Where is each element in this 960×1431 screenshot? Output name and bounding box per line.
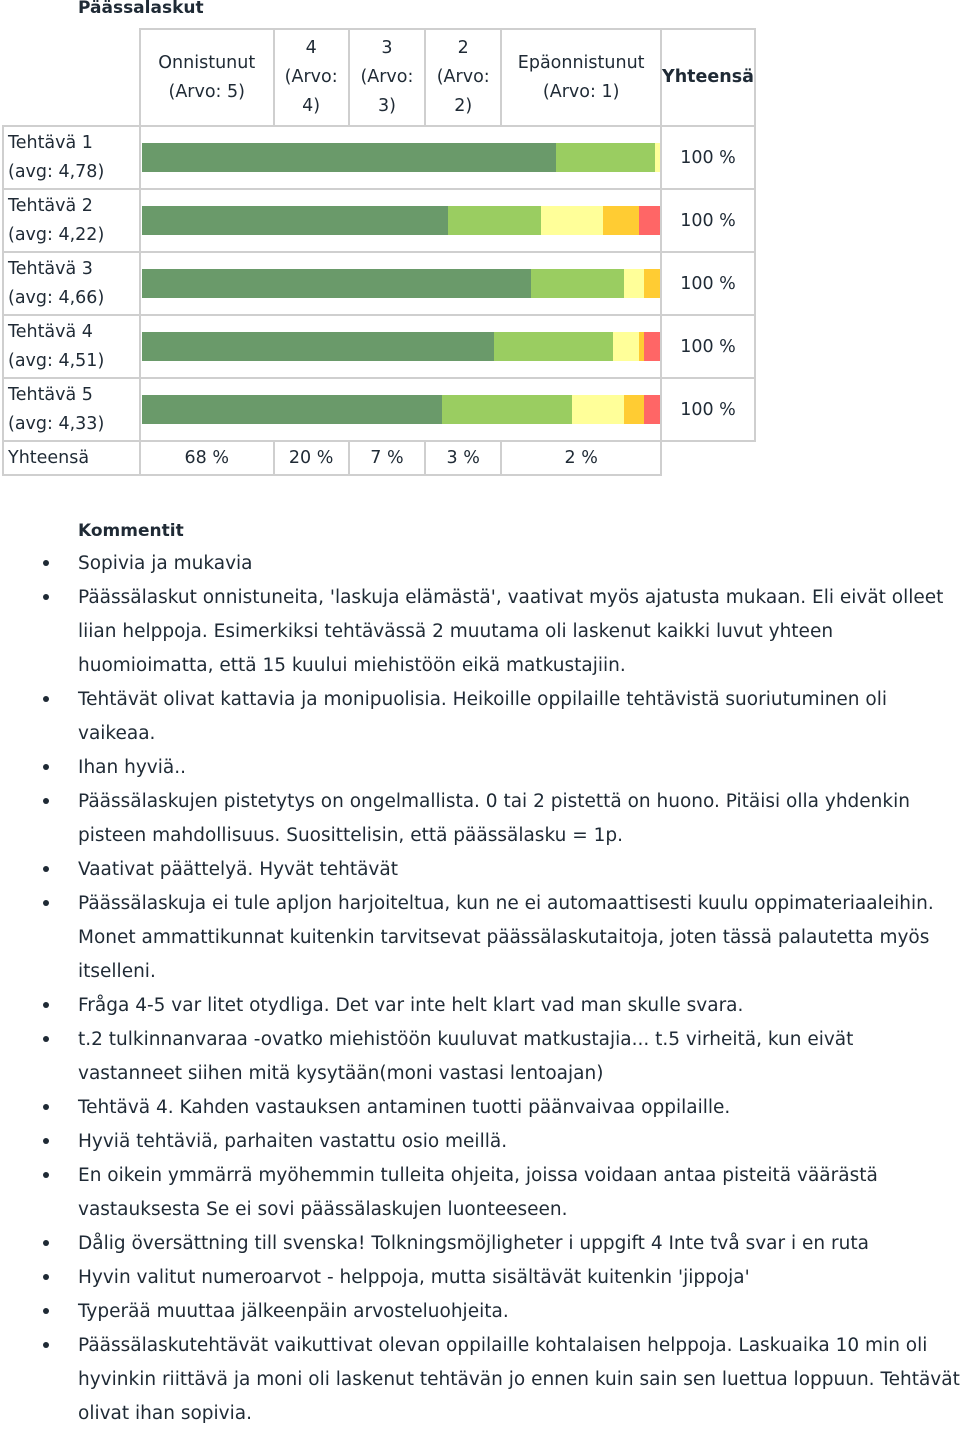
table-row [3, 252, 755, 315]
bar-segment [556, 143, 654, 172]
column-header-value: 4) [302, 96, 321, 116]
bullet-icon [43, 1240, 49, 1246]
comment-text: Tehtävät olivat kattavia ja monipuolisia. Heikoille oppilaille tehtävistä suoriutuminen oli vaikeaa. [78, 689, 888, 744]
table-row [3, 378, 755, 441]
bar-segment [142, 332, 494, 361]
comment-item [0, 1261, 960, 1295]
column-header-value: (Arvo: [436, 67, 490, 87]
bar-segment [639, 206, 660, 235]
empty-corner-cell [3, 29, 140, 126]
task-average: (avg: 4,66) [8, 287, 105, 308]
comment-text: Sopivia ja mukavia [78, 553, 253, 574]
row-total: 100 % [661, 189, 755, 252]
bar-cell [140, 189, 661, 252]
bar-segment [142, 206, 448, 235]
comment-item [0, 1023, 960, 1091]
bullet-icon [43, 1138, 49, 1144]
bar-segment [655, 143, 660, 172]
bullet-icon [43, 1342, 49, 1348]
bullet-icon [43, 1308, 49, 1314]
stacked-bar [142, 269, 660, 298]
comment-text: Päässälaskuja ei tule apljon harjoiteltua, kun ne ei automaattisesti kuulu oppimateriaaleihin. Monet ammattikunnat kuitenkin tarvitsevat päässälaskutaitoja, joten tässä palautetta myös itselleni. [78, 893, 934, 982]
bar-segment [442, 395, 572, 424]
comment-item [0, 1091, 960, 1125]
comments-list [0, 547, 960, 1431]
total-row [3, 441, 755, 475]
column-header-onnistunut [140, 29, 274, 126]
table-row [3, 189, 755, 252]
column-header-3 [349, 29, 425, 126]
bullet-icon [43, 1172, 49, 1178]
bar-segment [142, 395, 442, 424]
stacked-bar [142, 332, 660, 361]
bar-segment [644, 395, 660, 424]
column-header-label: 3 [381, 38, 393, 58]
row-total: 100 % [661, 378, 755, 441]
bullet-icon [43, 1274, 49, 1280]
comment-text: Päässälaskutehtävät vaikuttivat olevan oppilaille kohtalaisen helppoja. Laskuaika 10 min oli hyvinkin riittävä ja moni oli laskenut tehtävän jo ennen kuin sain sen luettua loppuun. Tehtävät olivat ihan sopivia. [78, 1335, 960, 1424]
bullet-icon [43, 1002, 49, 1008]
column-header-4 [274, 29, 349, 126]
empty-cell [661, 441, 755, 475]
bullet-icon [43, 696, 49, 702]
task-average: (avg: 4,33) [8, 413, 105, 434]
bar-cell [140, 315, 661, 378]
task-name: Tehtävä 3 [8, 258, 93, 279]
total-value: 3 % [425, 441, 501, 475]
bar-segment [624, 395, 645, 424]
comment-item [0, 751, 960, 785]
bar-segment [541, 206, 603, 235]
bullet-icon [43, 1036, 49, 1042]
row-total: 100 % [661, 126, 755, 189]
column-header-total: Yhteensä [661, 29, 755, 126]
comment-text: Hyviä tehtäviä, parhaiten vastattu osio meillä. [78, 1131, 508, 1152]
bar-segment [624, 269, 645, 298]
bar-segment [448, 206, 541, 235]
comment-text: t.2 tulkinnanvaraa -ovatko miehistöön kuuluvat matkustajia... t.5 virheitä, kun eivät vastanneet siihen mitä kysytään(moni vastasi lentoajan) [78, 1029, 854, 1084]
bar-segment [644, 269, 660, 298]
total-value: 7 % [349, 441, 425, 475]
bar-segment [613, 332, 639, 361]
bar-segment [142, 143, 556, 172]
task-average: (avg: 4,22) [8, 224, 105, 245]
bar-segment [603, 206, 639, 235]
row-total: 100 % [661, 252, 755, 315]
total-value: 2 % [501, 441, 661, 475]
stacked-bar [142, 395, 660, 424]
total-value: 20 % [274, 441, 349, 475]
table-row [3, 315, 755, 378]
header-row [3, 29, 755, 126]
bullet-icon [43, 900, 49, 906]
column-header-value: (Arvo: 5) [168, 81, 245, 102]
comment-text: Päässälaskut onnistuneita, 'laskuja elämästä', vaativat myös ajatusta mukaan. Eli eivät olleet liian helppoja. Esimerkiksi tehtävässä 2 muutama oli laskenut kaikki luvut yhteen huomioimatta, että 15 kuului miehistöön eikä matkustajiin. [78, 587, 944, 676]
task-name: Tehtävä 4 [8, 321, 93, 342]
comment-text: Ihan hyviä.. [78, 757, 186, 778]
comments-title: Kommentit [78, 521, 184, 541]
comment-item [0, 887, 960, 989]
comment-item [0, 1159, 960, 1227]
row-label [3, 126, 140, 189]
task-name: Tehtävä 1 [8, 132, 93, 153]
comment-item [0, 547, 960, 581]
comment-item [0, 785, 960, 853]
column-header-2 [425, 29, 501, 126]
bar-cell [140, 378, 661, 441]
comment-text: Päässälaskujen pistetytys on ongelmallista. 0 tai 2 pistettä on huono. Pitäisi olla yhdenkin pisteen mahdollisuus. Suosittelisin, että päässälasku = 1p. [78, 791, 910, 846]
row-total: 100 % [661, 315, 755, 378]
column-header-label: Onnistunut [158, 52, 256, 73]
stacked-bar [142, 206, 660, 235]
bullet-icon [43, 594, 49, 600]
column-header-label: 2 [457, 38, 469, 58]
bullet-icon [43, 764, 49, 770]
total-row-label: Yhteensä [3, 441, 140, 475]
bullet-icon [43, 1104, 49, 1110]
bar-segment [644, 332, 660, 361]
total-value: 68 % [140, 441, 274, 475]
comment-item [0, 1227, 960, 1261]
row-label [3, 378, 140, 441]
task-average: (avg: 4,51) [8, 350, 105, 371]
comment-item [0, 853, 960, 887]
comment-text: Typerää muuttaa jälkeenpäin arvosteluohjeita. [78, 1301, 509, 1322]
row-label [3, 189, 140, 252]
bar-segment [572, 395, 624, 424]
page-title: Päässalaskut [78, 0, 204, 18]
bar-segment [531, 269, 624, 298]
comment-item [0, 683, 960, 751]
bullet-icon [43, 866, 49, 872]
task-name: Tehtävä 5 [8, 384, 93, 405]
column-header-value: 3) [377, 96, 396, 116]
task-name: Tehtävä 2 [8, 195, 93, 216]
results-table [2, 28, 756, 476]
column-header-epaonnistunut [501, 29, 661, 126]
bar-segment [494, 332, 613, 361]
row-label [3, 252, 140, 315]
comment-text: Dålig översättning till svenska! Tolkningsmöjligheter i uppgift 4 Inte två svar i en ruta [78, 1233, 869, 1254]
comment-item [0, 1295, 960, 1329]
comment-item [0, 1329, 960, 1431]
bullet-icon [43, 798, 49, 804]
bullet-icon [43, 560, 49, 566]
column-header-label: 4 [305, 38, 317, 58]
bar-cell [140, 252, 661, 315]
comment-item [0, 989, 960, 1023]
comment-item [0, 1125, 960, 1159]
column-header-value: (Arvo: 1) [542, 81, 620, 102]
comment-text: Fråga 4-5 var litet otydliga. Det var inte helt klart vad man skulle svara. [78, 995, 744, 1016]
task-average: (avg: 4,78) [8, 161, 105, 182]
comment-text: Tehtävä 4. Kahden vastauksen antaminen tuotti päänvaivaa oppilaille. [78, 1097, 731, 1118]
comment-item [0, 581, 960, 683]
stacked-bar [142, 143, 660, 172]
table-row [3, 126, 755, 189]
column-header-value: (Arvo: [284, 67, 338, 87]
row-label [3, 315, 140, 378]
comment-text: Vaativat päättelyä. Hyvät tehtävät [78, 859, 398, 880]
comment-text: En oikein ymmärrä myöhemmin tulleita ohjeita, joissa voidaan antaa pisteitä väärästä vastauksesta Se ei sovi päässälaskujen luonteeseen. [78, 1165, 878, 1220]
column-header-value: (Arvo: [360, 67, 414, 87]
comment-text: Hyvin valitut numeroarvot - helppoja, mutta sisältävät kuitenkin 'jippoja' [78, 1267, 750, 1288]
bar-cell [140, 126, 661, 189]
column-header-label: Epäonnistunut [517, 52, 645, 73]
column-header-value: 2) [454, 96, 473, 116]
bar-segment [142, 269, 531, 298]
